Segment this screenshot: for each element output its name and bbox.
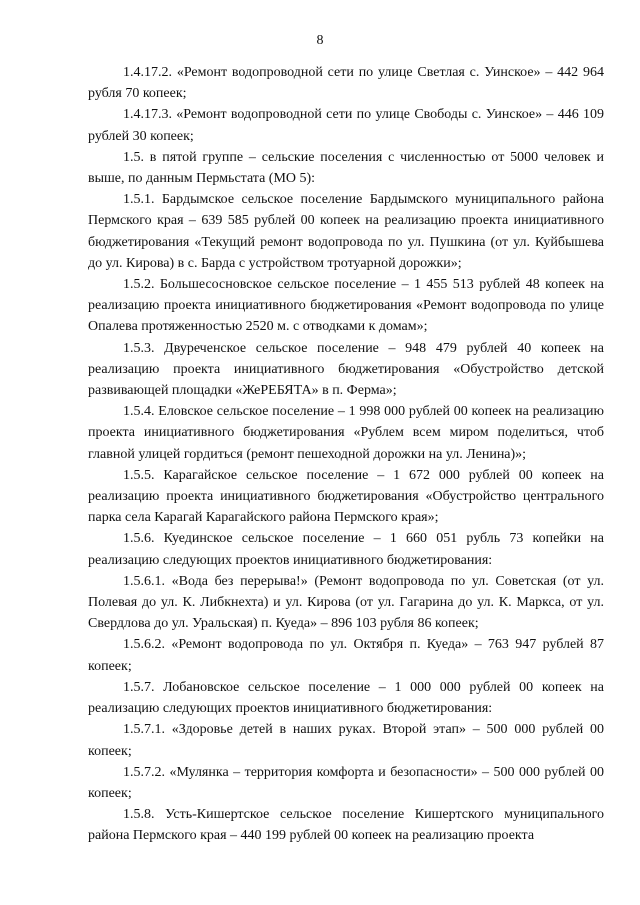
paragraph-1-5: 1.5. в пятой группе – сельские поселения с численностью от 5000 человек и выше, по данным Пермьстата (МО 5): [88,149,604,187]
paragraph-1-5-7-1: 1.5.7.1. «Здоровье детей в наших руках. Второй этап» – 500 000 рублей 00 копеек; [88,722,604,759]
paragraph-1-5-6: 1.5.6. Куединское сельское поселение – 1 660 051 рубль 73 копейки на реализацию следующих проектов инициативного бюджетирования: [88,531,604,568]
paragraph-1-4-17-2: 1.4.17.2. «Ремонт водопроводной сети по улице Светлая с. Уинское» – 442 964 рубля 70 копеек; [88,65,604,102]
paragraph-1-5-6-1: 1.5.6.1. «Вода без перерыва!» (Ремонт водопровода по ул. Советская (от ул. Полевая до ул. К. Либкнехта) и ул. Кирова (от ул. Гагарина до ул. К. Маркса, от ул. Свердлова до ул. Уральская) п. Куеда» – 896 103 рубля 86 копеек; [88,573,604,632]
paragraph-1-5-3: 1.5.3. Двуреченское сельское поселение – 948 479 рублей 40 копеек на реализацию проекта инициативного бюджетирования «Обустройство детской развивающей площадки «ЖеРЕБЯТА» в п. Ферма»; [88,340,604,399]
paragraph-1-5-1: 1.5.1. Бардымское сельское поселение Бардымского муниципального района Пермского края – 639 585 рублей 00 копеек на реализацию проекта инициативного бюджетирования «Текущий ремонт водопровода по ул. Пушкина (от ул. Куйбышева до ул. Кирова) в с. Барда с устройством тротуарной дорожки»; [88,192,604,271]
paragraph-1-5-5: 1.5.5. Карагайское сельское поселение – 1 672 000 рублей 00 копеек на реализацию проекта инициативного бюджетирования «Обустройство центрального парка села Карагай Карагайского района Пермского края»; [88,467,604,526]
paragraph-1-5-2: 1.5.2. Большесосновское сельское поселение – 1 455 513 рублей 48 копеек на реализацию проекта инициативного бюджетирования «Ремонт водопровода по улице Опалева протяженностью 2520 м. с отводками к домам»; [88,277,604,335]
paragraph-1-5-6-2: 1.5.6.2. «Ремонт водопровода по ул. Октября п. Куеда» – 763 947 рублей 87 копеек; [88,637,604,674]
paragraph-1-5-7: 1.5.7. Лобановское сельское поселение – 1 000 000 рублей 00 копеек на реализацию следующих проектов инициативного бюджетирования: [88,679,604,717]
paragraph-1-5-8: 1.5.8. Усть-Кишертское сельское поселение Кишертского муниципального района Пермского края – 440 199 рублей 00 копеек на реализацию проекта [88,807,604,844]
paragraph-1-4-17-3: 1.4.17.3. «Ремонт водопроводной сети по улице Свободы с. Уинское» – 446 109 рублей 30 копеек; [88,107,604,144]
page-number: 8 [316,33,324,48]
paragraph-1-5-4: 1.5.4. Еловское сельское поселение – 1 998 000 рублей 00 копеек на реализацию проекта инициативного бюджетирования «Рублем всем миром поделиться, чтоб главной улицей гордиться (ремонт пешеходной дорожки на ул. Ленина)»; [88,404,604,462]
paragraph-1-5-7-2: 1.5.7.2. «Мулянка – территория комфорта и безопасности» – 500 000 рублей 00 копеек; [88,764,604,801]
document-body [88,62,604,847]
